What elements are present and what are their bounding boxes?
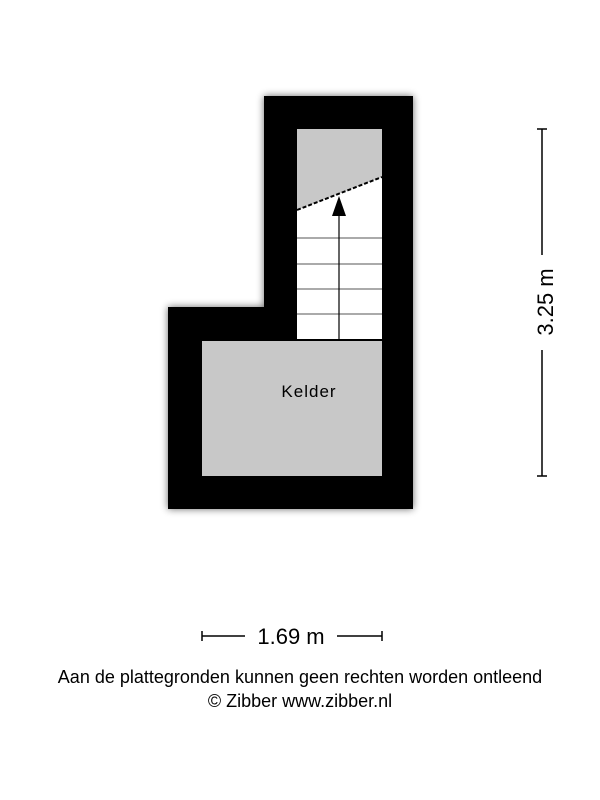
width-dimension-label: 1.69 m (257, 624, 325, 649)
copyright-text: © Zibber www.zibber.nl (207, 691, 393, 711)
disclaimer-text: Aan de plattegronden kunnen geen rechten worden ontleend (57, 667, 543, 687)
room-kelder (202, 340, 382, 476)
height-dimension-label: 3.25 m (533, 268, 558, 336)
room-label: Kelder (281, 382, 337, 401)
